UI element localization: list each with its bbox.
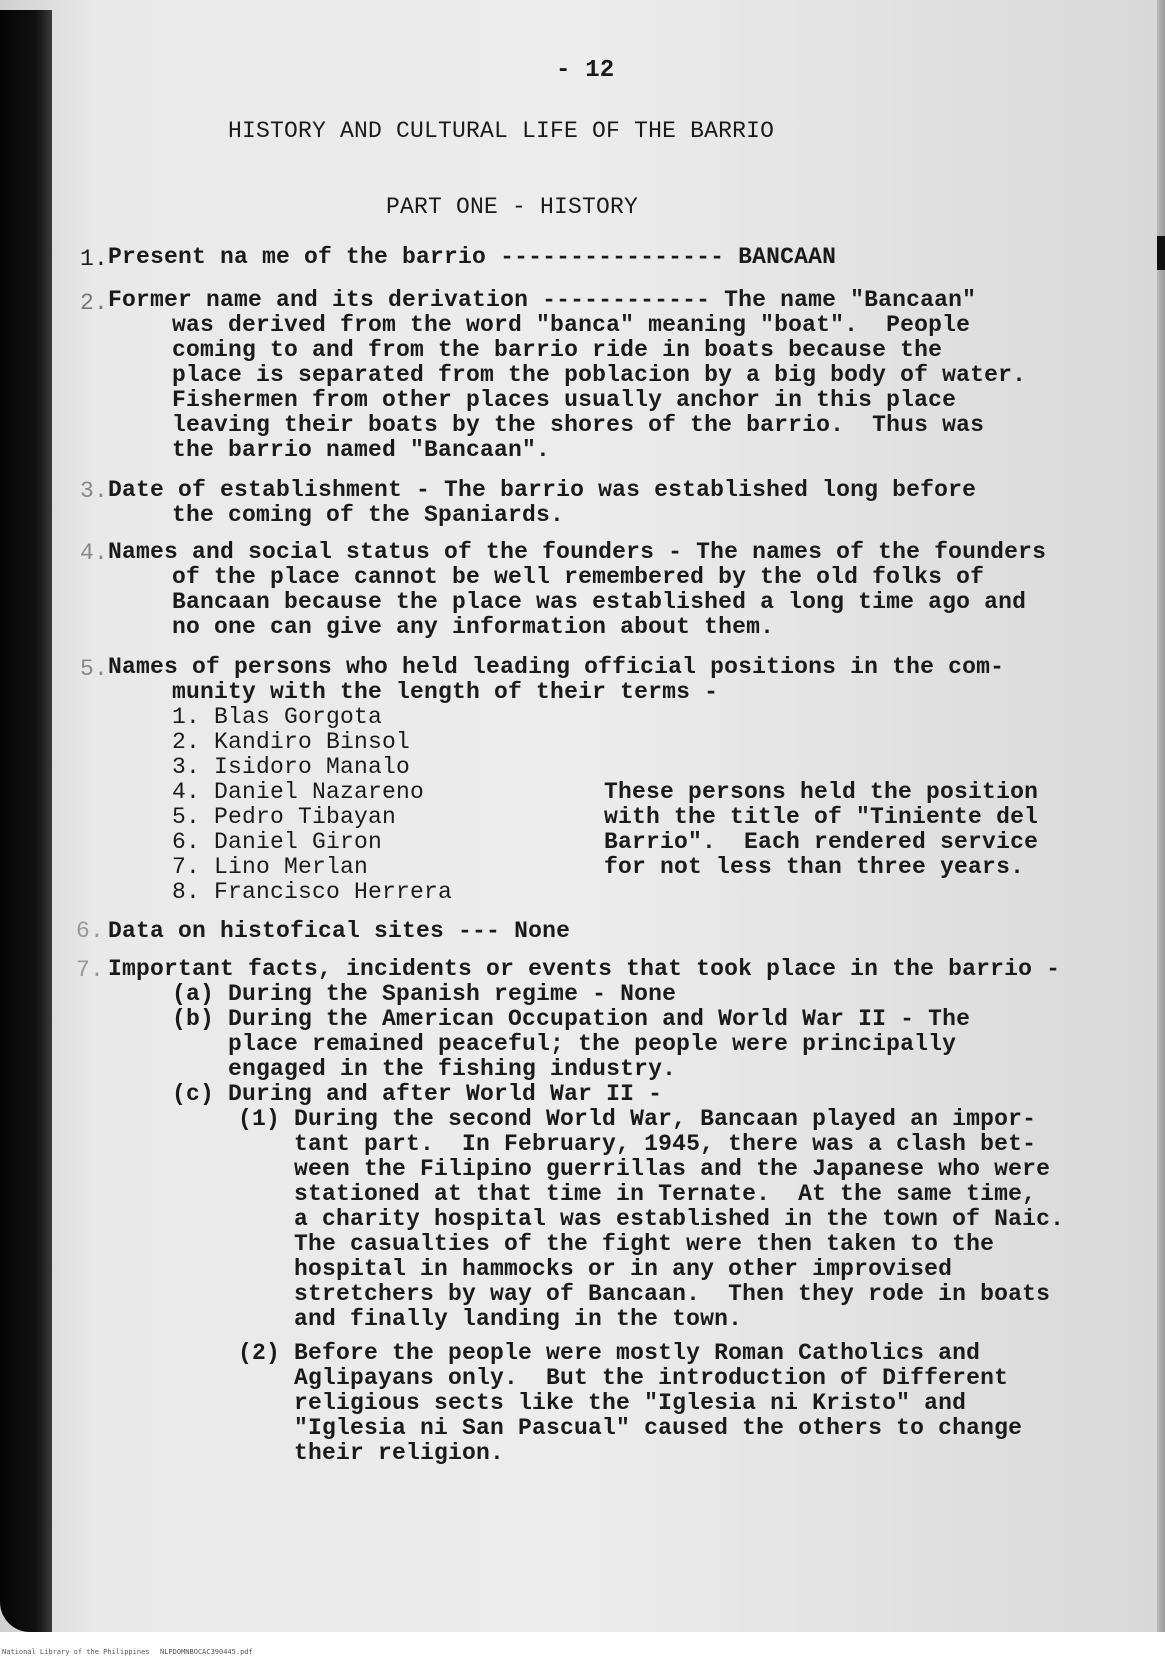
item-line: Present na me of the barrio ---------------- BANCAAN: [108, 244, 837, 270]
sub-sub-item: (2) Before the people were mostly Roman Catholics and: [238, 1340, 981, 1366]
page-binding-shadow: [0, 10, 52, 1632]
sub-sub-item: stationed at that time in Ternate. At the same time,: [238, 1181, 1037, 1207]
item-number: 5.: [80, 656, 109, 682]
item-line: Names and social status of the founders - The names of the founders: [108, 539, 1047, 565]
sub-sub-item: a charity hospital was established in the town of Naic.: [238, 1206, 1065, 1232]
item-line: coming to and from the barrio ride in boats because the: [172, 337, 943, 363]
sub-sub-item: stretchers by way of Bancaan. Then they rode in boats: [238, 1281, 1051, 1307]
sub-sub-item: their religion.: [238, 1440, 505, 1466]
official-name: 6. Daniel Giron: [172, 829, 383, 855]
sub-item: (a) During the Spanish regime - None: [172, 981, 677, 1007]
item-line: the barrio named "Bancaan".: [172, 437, 551, 463]
sub-sub-item: and finally landing in the town.: [238, 1306, 743, 1332]
item-number: 2.: [80, 290, 109, 316]
official-name: 5. Pedro Tibayan: [172, 804, 397, 830]
sub-sub-item: ween the Filipino guerrillas and the Japanese who were: [238, 1156, 1051, 1182]
official-name: 7. Lino Merlan: [172, 854, 369, 880]
item-line: place is separated from the poblacion by a big body of water.: [172, 362, 1027, 388]
document-title: HISTORY AND CULTURAL LIFE OF THE BARRIO: [228, 118, 775, 144]
item-line: Data on histofical sites --- None: [108, 918, 571, 944]
item-number: 1.: [80, 246, 109, 272]
item-number: 7.: [76, 957, 105, 983]
page-number: - 12: [556, 57, 615, 84]
item-line: Important facts, incidents or events that took place in the barrio -: [108, 956, 1061, 982]
footer-filename: NLPDOMNBOCAC390445.pdf: [160, 1648, 253, 1656]
item-line: Fishermen from other places usually anchor in this place: [172, 387, 957, 413]
sub-sub-item: "Iglesia ni San Pascual" caused the others to change: [238, 1415, 1023, 1441]
item-number: 6.: [76, 918, 105, 944]
item-line: no one can give any information about them.: [172, 614, 775, 640]
officials-note: Barrio". Each rendered service: [604, 829, 1039, 855]
item-number: 4.: [80, 540, 109, 566]
sub-sub-item: The casualties of the fight were then taken to the: [238, 1231, 995, 1257]
officials-note: with the title of "Tiniente del: [604, 804, 1039, 830]
sub-item: place remained peaceful; the people were principally: [172, 1031, 957, 1057]
sub-sub-item: religious sects like the "Iglesia ni Kristo" and: [238, 1390, 967, 1416]
sub-item: (c) During and after World War II -: [172, 1081, 663, 1107]
official-name: 3. Isidoro Manalo: [172, 754, 411, 780]
item-line: Names of persons who held leading official positions in the com-: [108, 654, 1005, 680]
item-line: Former name and its derivation ------------ The name "Bancaan": [108, 287, 977, 313]
item-line: the coming of the Spaniards.: [172, 502, 565, 528]
scan-footer: [0, 1632, 1165, 1658]
sub-sub-item: (1) During the second World War, Bancaan played an impor-: [238, 1106, 1037, 1132]
officials-note: for not less than three years.: [604, 854, 1025, 880]
item-line: Bancaan because the place was established a long time ago and: [172, 589, 1027, 615]
sub-sub-item: Aglipayans only. But the introduction of Different: [238, 1365, 1009, 1391]
item-line: was derived from the word "banca" meaning "boat". People: [172, 312, 971, 338]
sub-item: engaged in the fishing industry.: [172, 1056, 677, 1082]
item-line: of the place cannot be well remembered by the old folks of: [172, 564, 985, 590]
sub-item: (b) During the American Occupation and World War II - The: [172, 1006, 971, 1032]
edge-tab-mark: [1157, 236, 1165, 270]
item-line: Date of establishment - The barrio was established long before: [108, 477, 977, 503]
officials-note: These persons held the position: [604, 779, 1039, 805]
official-name: 4. Daniel Nazareno: [172, 779, 425, 805]
official-name: 8. Francisco Herrera: [172, 879, 453, 905]
official-name: 1. Blas Gorgota: [172, 704, 383, 730]
sub-sub-item: tant part. In February, 1945, there was a clash bet-: [238, 1131, 1037, 1157]
item-line: munity with the length of their terms -: [172, 679, 719, 705]
sub-sub-item: hospital in hammocks or in any other improvised: [238, 1256, 953, 1282]
official-name: 2. Kandiro Binsol: [172, 729, 411, 755]
footer-source: National Library of the Philippines: [2, 1648, 150, 1656]
item-line: leaving their boats by the shores of the barrio. Thus was: [172, 412, 985, 438]
item-number: 3.: [80, 478, 109, 504]
part-heading: PART ONE - HISTORY: [386, 194, 639, 220]
